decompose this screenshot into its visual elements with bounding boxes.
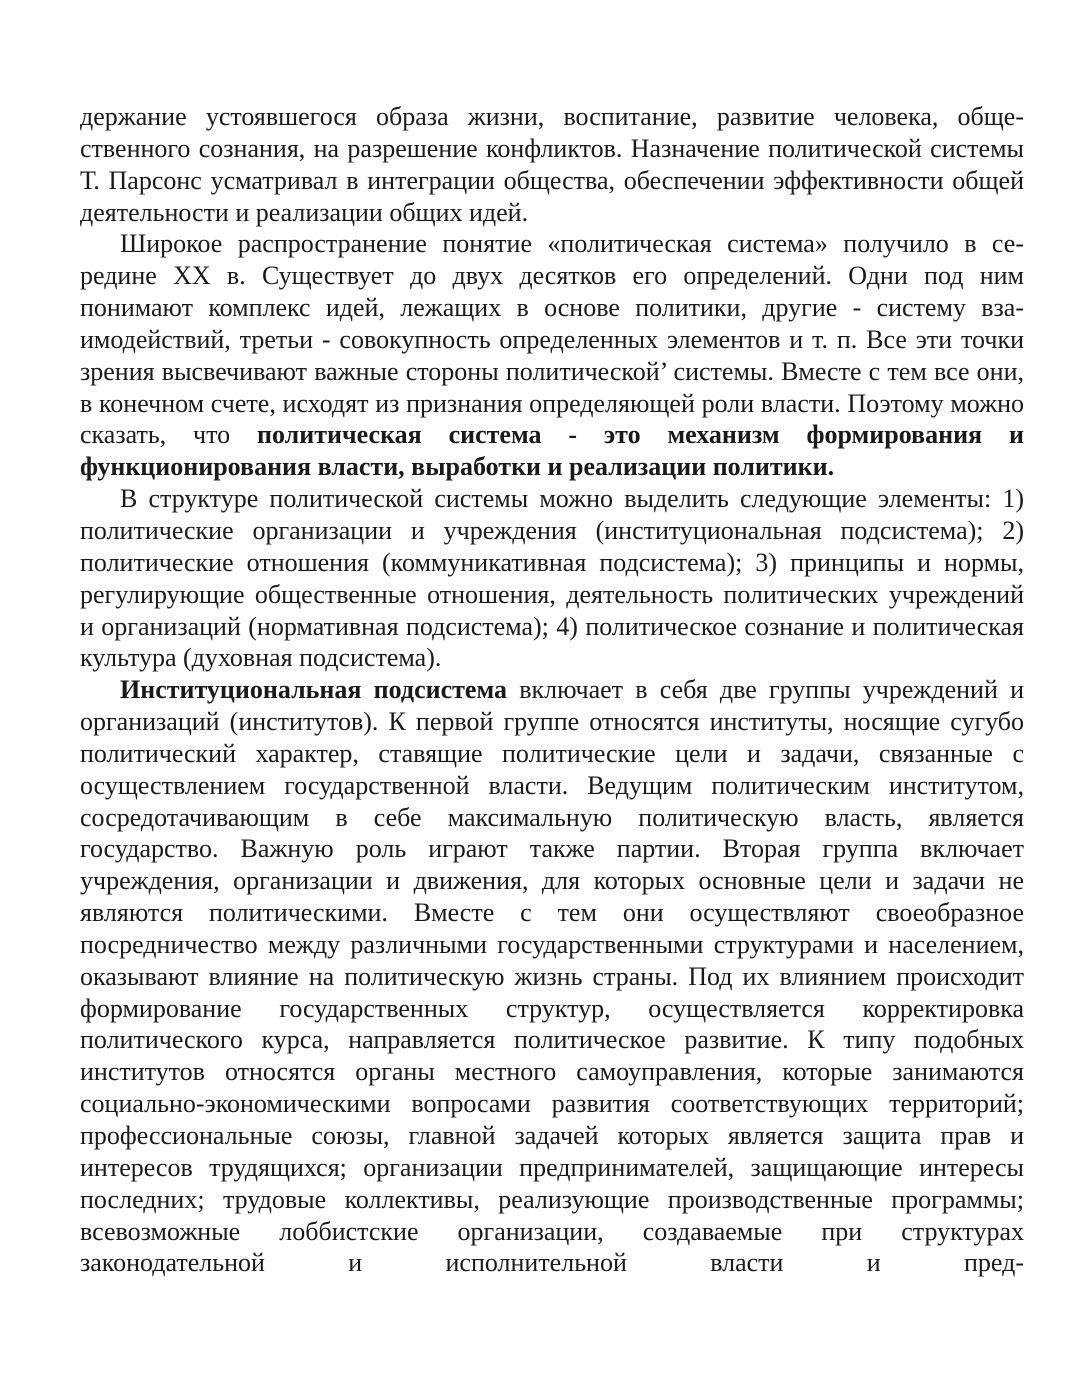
paragraph-system-structure [80, 483, 1024, 674]
paragraph-parsons-purpose [80, 101, 1024, 228]
document-page [80, 101, 1024, 1279]
paragraph-political-system-definition [80, 228, 1024, 483]
paragraph-text: Широкое распространение понятие «политическая система» получило в середине XX в. Существует до двух десятков его определений. Одни под ним понимают комплекс идей, лежащих в основе политики, другие - систему взаимодействий, третьи - совокупность определенных элементов и т. п. Все эти точки зрения высвечивают важные стороны политической’ системы. Вместе с тем все они, в конечном счете, исходят из признания определяющей роли власти. Поэтому можно сказать, что [80, 229, 1024, 450]
paragraph-text: включает в себя две группы учреждений и организаций (институтов). К первой группе относятся институты, носящие сугубо политический характер, ставящие политические цели и задачи, связанные с осуществлением государственной власти. Ведущим политическим институтом, сосредотачивающим в себе максимальную политическую власть, является государство. Важную роль играют также партии. Вторая группа включает учреждения, организации и движения, для которых основные цели и задачи не являются политическими. Вместе с тем они осуществляют своеобразное посредничество между различными государственными структурами и населением, оказывают влияние на политическую жизнь страны. Под их влиянием происходит формирование государственных структур, осуществляется корректировка политического курса, направляется политическое развитие. К типу подобных институтов относятся органы местного самоуправления, которые занимаются социально-экономическими вопросами развития соответствующих территорий; профессиональные союзы, главной задачей которых является защита прав и интересов трудящихся; организации предпринимателей, защищающие интересы последних; трудовые коллективы, реализующие производственные программы; всевозможные лоббистские организации, создаваемые при структурах законодательной и исполнительной власти и пред- [80, 675, 1024, 1278]
paragraph-institutional-subsystem [80, 674, 1024, 1279]
paragraph-text: держание устоявшегося образа жизни, воспитание, развитие человека, общественного сознания, на разрешение конфликтов. Назначение политической системы Т. Парсонс усматривал в интеграции общества, обеспечении эффективности общей деятельности и реализации общих идей. [80, 102, 1024, 227]
term-bold-text: Институциональная подсистема [120, 675, 507, 705]
paragraph-text: В структуре политической системы можно выделить следующие элементы: 1) политические организации и учреждения (институциональная подсистема); 2) политические отношения (коммуникативная подсистема); 3) принципы и нормы, регулирующие общественные отношения, деятельность политических учреждений и организаций (нормативная подсистема); 4) политическое сознание и политическая культура (духовная подсистема). [80, 484, 1024, 673]
definition-bold-text: политическая система - это механизм формирования и функционирования власти, выработки и реализации политики. [80, 420, 1024, 482]
